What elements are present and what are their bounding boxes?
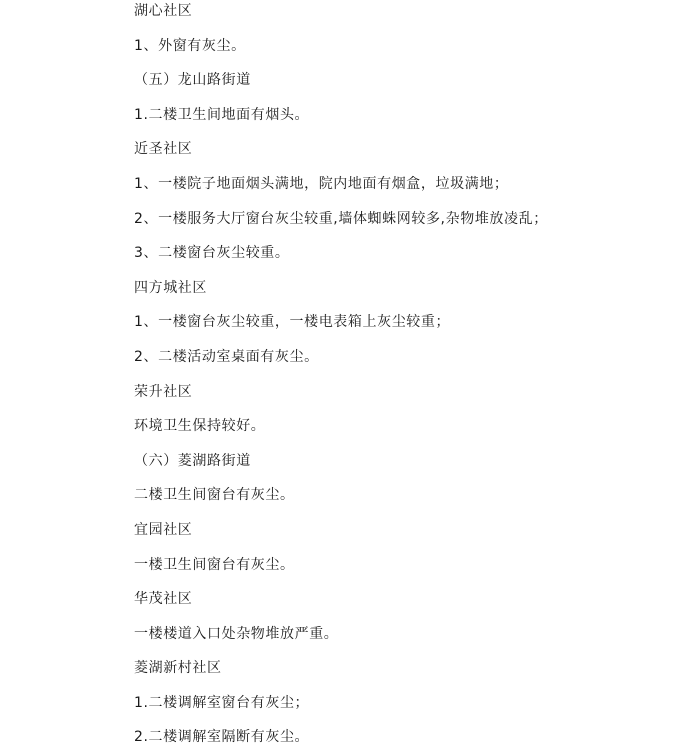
community-heading-linghu-xincun: 菱湖新村社区 xyxy=(134,660,222,677)
issue-item: 一楼卫生间窗台有灰尘。 xyxy=(134,556,295,573)
issue-item: 1、一楼窗台灰尘较重，一楼电表箱上灰尘较重； xyxy=(134,314,451,331)
issue-item: 1、外窗有灰尘。 xyxy=(134,37,246,54)
issue-item: 1.二楼卫生间地面有烟头。 xyxy=(134,106,310,123)
community-heading-rongsheng: 荣升社区 xyxy=(134,383,193,400)
issue-item: 环境卫生保持较好。 xyxy=(134,418,266,435)
issue-item: 2.二楼调解室隔断有灰尘。 xyxy=(134,729,310,746)
section-heading-longshan-road: （五）龙山路街道 xyxy=(134,72,251,89)
community-heading-jinsheng: 近圣社区 xyxy=(134,141,193,158)
issue-item: 一楼楼道入口处杂物堆放严重。 xyxy=(134,625,339,642)
issue-item: 2、一楼服务大厅窗台灰尘较重,墙体蜘蛛网较多,杂物堆放凌乱； xyxy=(134,210,548,227)
community-heading-huamao: 华茂社区 xyxy=(134,591,193,608)
community-heading-sifangcheng: 四方城社区 xyxy=(134,279,207,296)
issue-item: 1.二楼调解室窗台有灰尘； xyxy=(134,694,310,711)
issue-item: 二楼卫生间窗台有灰尘。 xyxy=(134,487,295,504)
community-heading-huxin: 湖心社区 xyxy=(134,3,193,19)
community-heading-yiyuan: 宜园社区 xyxy=(134,521,193,538)
section-heading-linghu-road: （六）菱湖路街道 xyxy=(134,452,251,469)
issue-item: 2、二楼活动室桌面有灰尘。 xyxy=(134,348,319,365)
issue-item: 3、二楼窗台灰尘较重。 xyxy=(134,245,290,262)
issue-item: 1、一楼院子地面烟头满地，院内地面有烟盒，垃圾满地； xyxy=(134,175,509,192)
document-body xyxy=(134,0,664,755)
